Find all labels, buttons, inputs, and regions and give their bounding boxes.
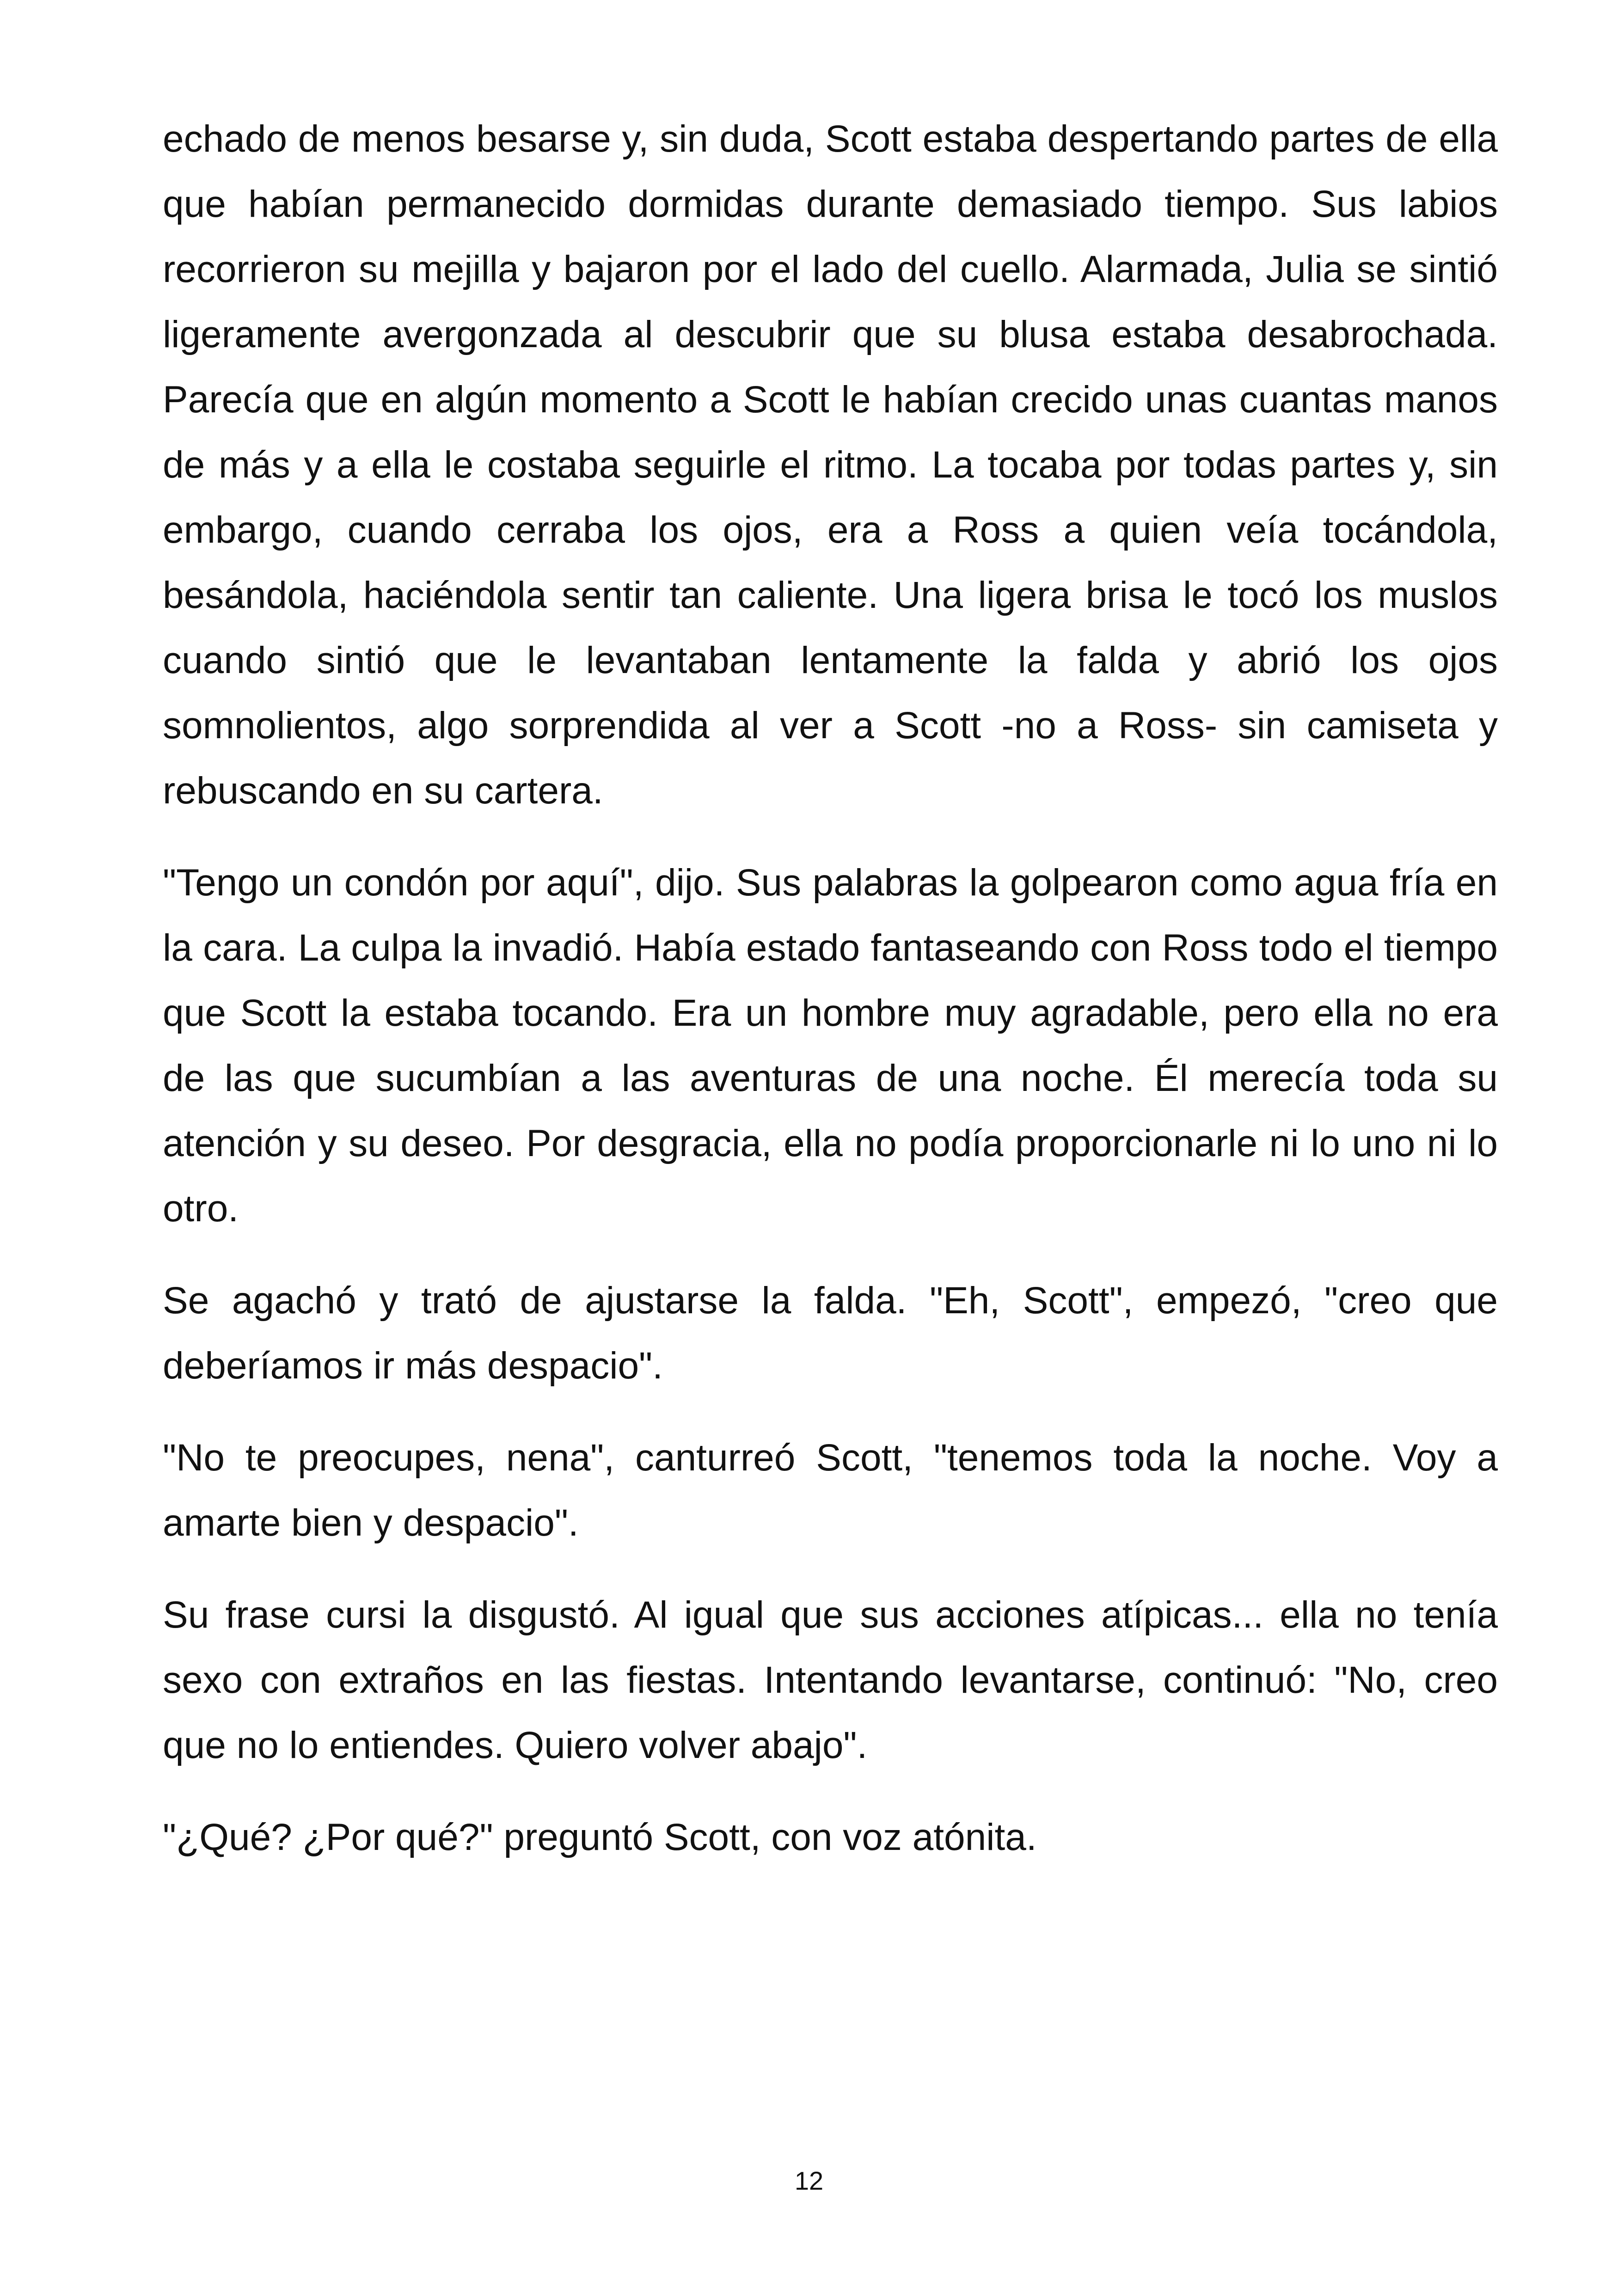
paragraph: Se agachó y trató de ajustarse la falda. "Eh, Scott", empezó, "creo que deberíamos ir más despacio". <box>163 1280 1498 1387</box>
paragraph: echado de menos besarse y, sin duda, Scott estaba despertando partes de ella que habían permanecido dormidas durante demasiado tiempo. Sus labios recorrieron su mejilla y bajaron por el lado del cuello. Alarmada, Julia se sintió ligeramente avergonzada al descubrir que su blusa estaba desabrochada. Parecía que en algún momento a Scott le habían crecido unas cuantas manos de más y a ella le costaba seguirle el ritmo. La tocaba por todas partes y, sin embargo, cuando cerraba los ojos, era a Ross a quien veía tocándola, besándola, haciéndola sentir tan caliente. Una ligera brisa le tocó los muslos cuando sintió que le levantaban lentamente la falda y abrió los ojos somnolientos, algo sorprendida al ver a Scott -no a Ross- sin camiseta y rebuscando en su cartera. <box>163 118 1498 812</box>
paragraph: "¿Qué? ¿Por qué?" preguntó Scott, con voz atónita. <box>163 1816 1037 1858</box>
paragraph: Su frase cursi la disgustó. Al igual que sus acciones atípicas... ella no tenía sexo con extraños en las fiestas. Intentando levantarse, continuó: "No, creo que no lo entiendes. Quiero volver abajo". <box>163 1594 1498 1766</box>
paragraph: "Tengo un condón por aquí", dijo. Sus palabras la golpearon como agua fría en la cara. La culpa la invadió. Había estado fantaseando con Ross todo el tiempo que Scott la estaba tocando. Era un hombre muy agradable, pero ella no era de las que sucumbían a las aventuras de una noche. Él merecía toda su atención y su deseo. Por desgracia, ella no podía proporcionarle ni lo uno ni lo otro. <box>163 862 1498 1230</box>
body-text <box>163 106 1498 1897</box>
page-number: 12 <box>794 2166 824 2195</box>
paragraph: "No te preocupes, nena", canturreó Scott, "tenemos toda la noche. Voy a amarte bien y despacio". <box>163 1437 1498 1544</box>
